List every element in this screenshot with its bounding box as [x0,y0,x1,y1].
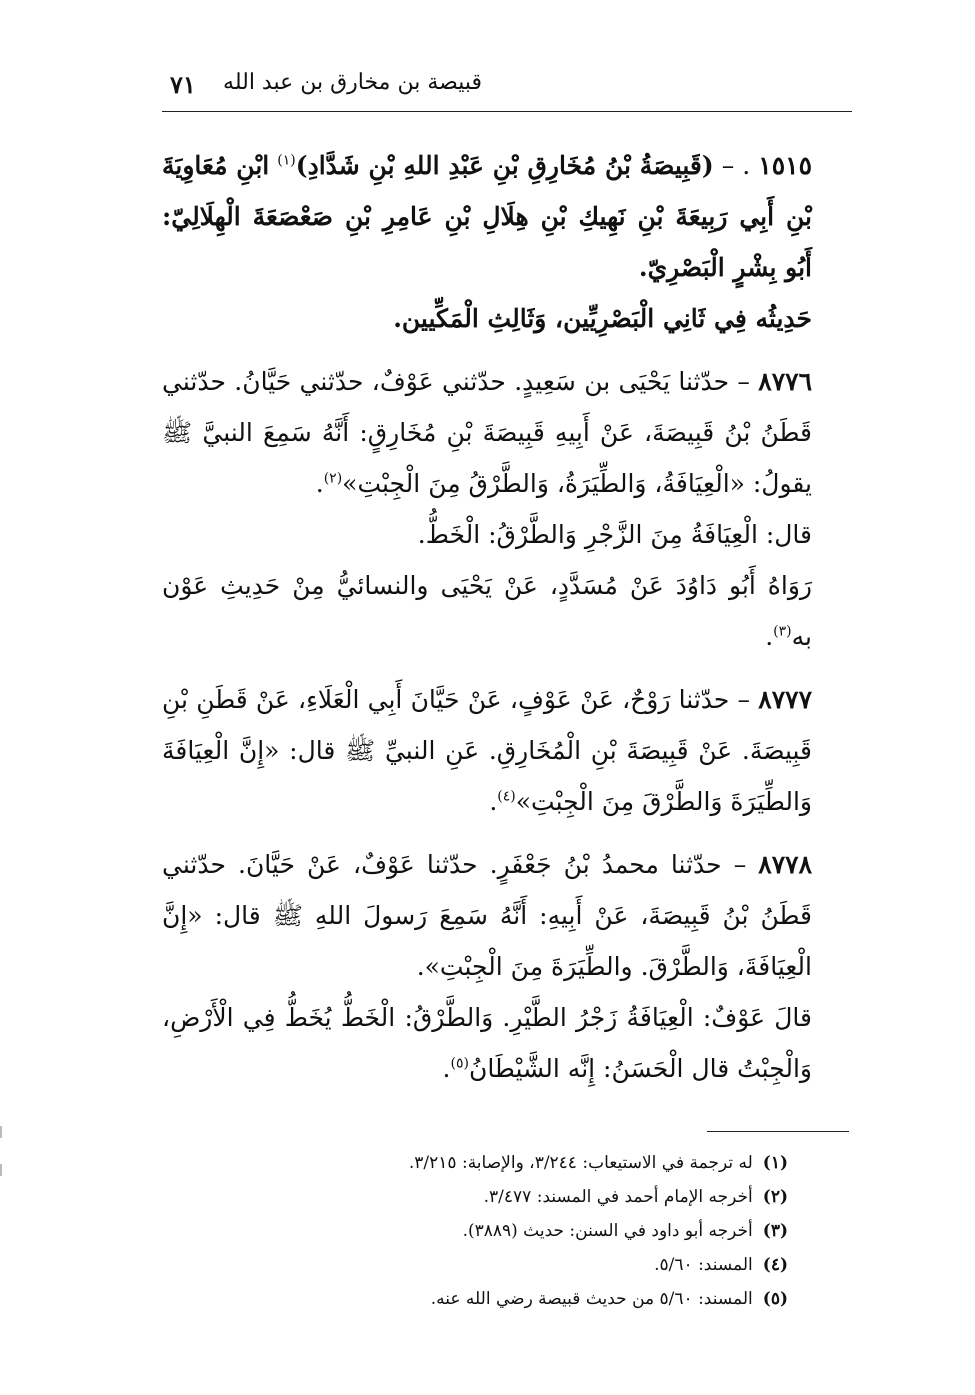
entry-number: ١٥١٥ [758,151,812,180]
footnote-mark: (٤) [762,1255,788,1275]
footnote-ref: (١) [277,152,296,169]
entry-hadith-count [162,293,852,344]
footnote-mark: (٥) [762,1289,788,1309]
entry-lineage: ابْنِ مُعَاوِيَةَ بْنِ أَبِي رَبِيعَةَ بْنِ نَهِيكِ بْنِ هِلَالِ بْنِ عَامِرِ بْنِ صَعْصَعَةَ الْهِلَالِيّ: أَبُو بِشْرٍ الْبَصْرِيّ. [162,151,812,282]
running-title: قبيصة بن مخارق بن عبد الله [223,70,482,95]
footnote-text: المسند: ٥/٦٠. [654,1255,753,1275]
hadith-text-end: . [315,469,324,498]
hadith-count-text: حَدِيثُه فِي ثَانِي الْبَصْرِيِّين، وَثَالِثِ الْمَكِّيين. [393,304,812,333]
hadith-8778 [162,839,852,992]
hadith-comment: قالَ عَوْفٌ: الْعِيَافَةُ زَجْرُ الطَّيْرِ. وَالطَّرْقُ: الْخَطُّ يُخَطُّ فِي الْأَرْضِ، وَالْجِبْتُ قال الْحَسَنُ: إِنَّه الشَّيْطَانُ [162,1003,812,1083]
page-header [162,68,852,108]
hadith-8776-riwaya [162,560,852,662]
hadith-8777 [162,674,852,827]
entry-dash: . – [721,151,751,180]
scan-margin-mark [0,1126,2,1138]
hadith-text: – حدّثنا محمدُ بْنُ جَعْفَرٍ. حدّثنا عَوْفٌ، عَنْ حَيَّانَ. حدّثني قَطَنُ بْنُ قَبِيصَةَ، عَنْ أَبِيهِ: أَنَّهُ سَمِعَ رَسولَ اللهِ ﷺ قال: «إِنَّ الْعِيَافَةَ، وَالطَّرْقَ. والطِّيَرَةَ مِنَ الْجِبْتِ». [162,850,812,981]
hadith-number: ٨٧٧٨ [758,850,812,879]
footnote-mark: (٣) [762,1221,788,1241]
footnote-ref: (٢) [323,470,343,487]
paragraph-gap [162,662,852,674]
paragraph-gap [162,827,852,839]
footnote-text: أخرجه الإمام أحمد في المسند: ٣/٤٧٧. [483,1187,753,1207]
footnote-ref: (٤) [497,788,516,805]
footnote-text: أخرجه أبو داود في السنن: حديث (٣٨٨٩). [462,1221,753,1241]
hadith-8776 [162,356,852,509]
header-rule [162,111,852,112]
hadith-number: ٨٧٧٧ [758,685,812,714]
footnote-2 [300,1180,788,1214]
footnote-ref: (٣) [773,623,792,640]
hadith-comment-end: . [442,1054,451,1083]
hadith-text: – حدّثنا يَحْيَى بن سَعِيدٍ. حدّثني عَوْفٌ، حدّثني حَيَّانُ. حدّثني قَطَنُ بْنُ قَبِيصَةَ، عَنْ أَبِيهِ قَبِيصَةَ بْنِ مُخَارِقٍ: أَنَّهُ سَمِعَ النبيَّ ﷺ يقولُ: «الْعِيَافَةُ، وَالطِّيَرَةُ، وَالطَّرْقُ مِنَ الْجِبْتِ» [162,367,812,498]
footnote-rule [707,1131,849,1132]
footnote-4 [300,1248,788,1282]
footnote-text: المسند: ٥/٦٠ من حديث قبيصة رضي الله عنه. [430,1289,753,1309]
hadith-riwaya: رَوَاهُ أَبُو دَاوُدَ عَنْ مُسَدَّدٍ، عَنْ يَحْيَى والنسائيُّ مِنْ حَدِيثِ عَوْن به [162,571,812,651]
main-text [162,140,852,1094]
hadith-riwaya-end: . [765,622,774,651]
footnote-ref: (٥) [450,1055,469,1072]
footnote-1 [300,1146,788,1180]
footnote-mark: (٢) [762,1187,788,1207]
footnote-mark: (١) [762,1153,788,1173]
entry-heading [162,140,852,293]
entry-name: (قَبِيصَةُ بْنُ مُخَارِقِ بْنِ عَبْدِ اللهِ بْنِ شَدَّادِ) [295,151,714,180]
hadith-text: – حدّثنا رَوْحٌ، عَنْ عَوْفٍ، عَنْ حَيَّانَ أَبِي الْعَلَاءِ، عَنْ قَطَنِ بْنِ قَبِيصَةَ. عَنْ قَبِيصَةَ بْنِ الْمُخَارِقِ. عَنِ النبيِّ ﷺ قال: «إِنَّ الْعِيَافَةَ وَالطِّيَرَةَ وَالطَّرْقَ مِنَ الْجِبْتِ» [162,685,812,816]
hadith-comment: قال: الْعِيَافَةُ مِنَ الزَّجْرِ وَالطَّرْقُ: الْخَطُّ. [417,520,812,549]
scan-margin-mark [0,1164,2,1176]
footnote-text: له ترجمة في الاستيعاب: ٣/٢٤٤، والإصابة: ٣/٢١٥. [408,1153,753,1173]
page-number: ٧١ [170,70,196,99]
hadith-8778-comment [162,992,852,1094]
footnote-3 [300,1214,788,1248]
hadith-number: ٨٧٧٦ [758,367,812,396]
hadith-text-end: . [489,787,498,816]
footnote-5 [300,1282,788,1316]
paragraph-gap [162,344,852,356]
footnotes [300,1146,788,1316]
hadith-8776-comment [162,509,852,560]
